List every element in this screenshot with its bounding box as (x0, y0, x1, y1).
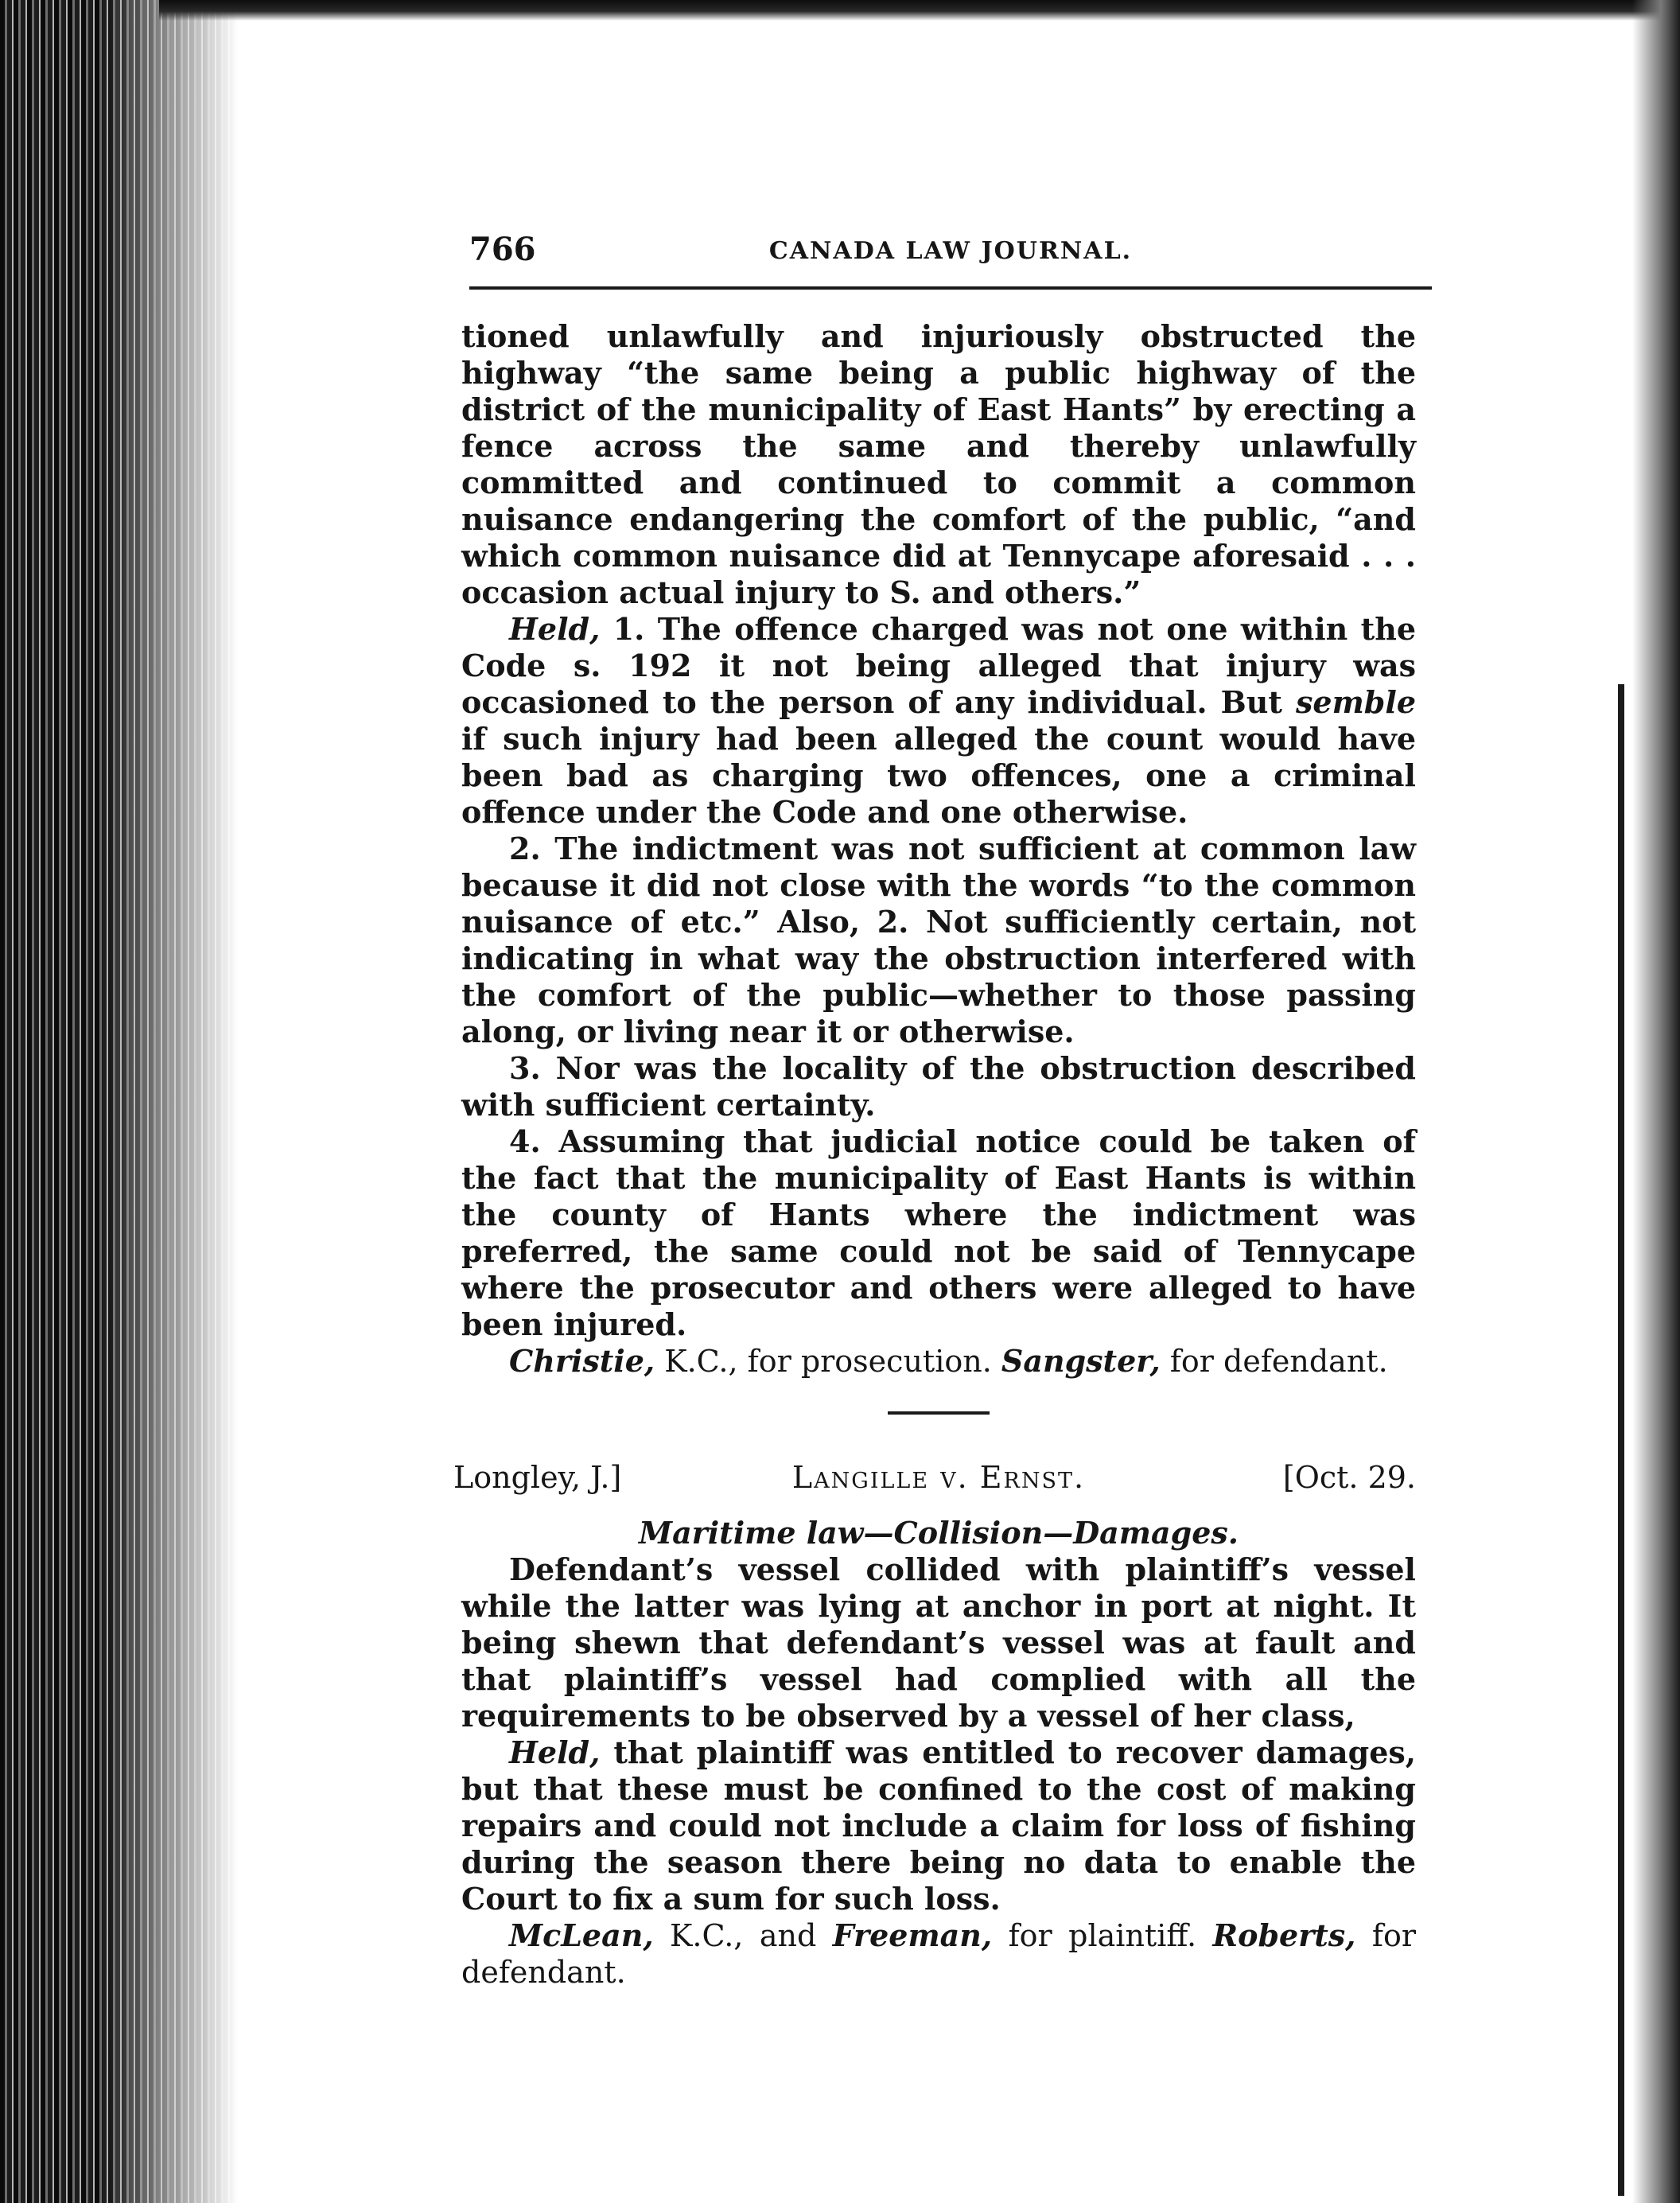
case-subject (461, 1515, 1416, 1551)
first-case-held-paragraph (461, 611, 1416, 831)
running-title: CANADA LAW JOURNAL. (768, 237, 1133, 265)
case-date: [Oct. 29. (1282, 1460, 1416, 1495)
counsel-name: Roberts, (1212, 1917, 1356, 1953)
counsel-name: McLean, (509, 1917, 654, 1953)
first-case-paragraph-1: tioned unlawfully and injuriously obstructed the highway “the same being a public highway of the district of the municipality of East Hants” by erecting a fence across the same and thereby unlawfully committed and continued to commit a common nuisance endangering the comfort of the public, “and which common nuisance did at Tennycape aforesaid . . . occasion actual injury to S. and others.” (461, 318, 1416, 610)
page-body (453, 318, 1416, 1991)
counsel-text: for defendant. (1160, 1344, 1388, 1379)
journal-page (430, 223, 1432, 2180)
first-case-paragraph-3: 3. Nor was the locality of the obstruction described with sufficient certainty. (461, 1050, 1416, 1123)
first-case-paragraph-4: 4. Assuming that judicial notice could be taken of the fact that the municipality of East Hants is within the county of Hants where the indictment was preferred, the same could not be said of Tennycape where the prosecutor and others were alleged to have been injured. (461, 1123, 1416, 1342)
first-case-paragraph-2: 2. The indictment was not sufficient at common law because it did not close with the words “to the common nuisance of etc.” Also, 2. Not sufficiently certain, not indicating in what way the obstruction interfered with the comfort of the public—whether to those passing along, or living near it or otherwise. (461, 831, 1416, 1049)
scan-right-shadow-line (1618, 684, 1624, 2196)
held-label: Held, (509, 1734, 601, 1770)
page-header (469, 231, 1432, 290)
case-title: Langille v. Ernst. (791, 1460, 1086, 1495)
held-text: that plaintiff was entitled to recover damages, but that these must be confined to the cost of making repairs and could not include a claim for loss of fishing during the season there being no data to enable the Court to fix a sum for such loss. (461, 1734, 1416, 1917)
counsel-text: K.C., and (653, 1918, 833, 1953)
scan-top-edge (159, 0, 1680, 21)
second-case-heading (453, 1459, 1416, 1499)
judge-name: Longley, J.] (453, 1460, 622, 1495)
counsel-name: Christie, (509, 1343, 655, 1379)
page-number: 766 (469, 231, 536, 268)
scan-left-edge (0, 0, 239, 2203)
second-case-held-paragraph (461, 1734, 1416, 1917)
counsel-text: for plaintiff. (992, 1918, 1213, 1953)
counsel-name: Sangster, (1001, 1343, 1161, 1379)
counsel-text: for defendant. (461, 1918, 1416, 1990)
second-case-facts: Defendant’s vessel collided with plaintiff’s vessel while the latter was lying at anchor in port at night. It being shewn that defendant’s vessel was at fault and that plaintiff’s vessel had complied with all the requirements to be observed by a vessel of her class, (461, 1551, 1416, 1734)
case-subject-text: Maritime law—Collision—Damages. (639, 1515, 1239, 1551)
counsel-name: Freeman, (832, 1917, 993, 1953)
second-case-counsel (461, 1917, 1416, 1991)
held-label: Held, (509, 611, 601, 647)
counsel-text: K.C., for prosecution. (655, 1344, 1001, 1379)
case-separator (888, 1411, 990, 1415)
first-case-counsel (461, 1343, 1416, 1380)
held-text-b: if such injury had been alleged the count would have been bad as charging two offences, one a criminal offence under the Code and one otherwise. (461, 721, 1416, 830)
semble-word: semble (1296, 684, 1416, 720)
held-text-a: 1. The offence charged was not one within the Code s. 192 it not being alleged that injury was occasioned to the person of any individual. But (461, 611, 1416, 720)
scan-right-edge (1632, 0, 1680, 2203)
